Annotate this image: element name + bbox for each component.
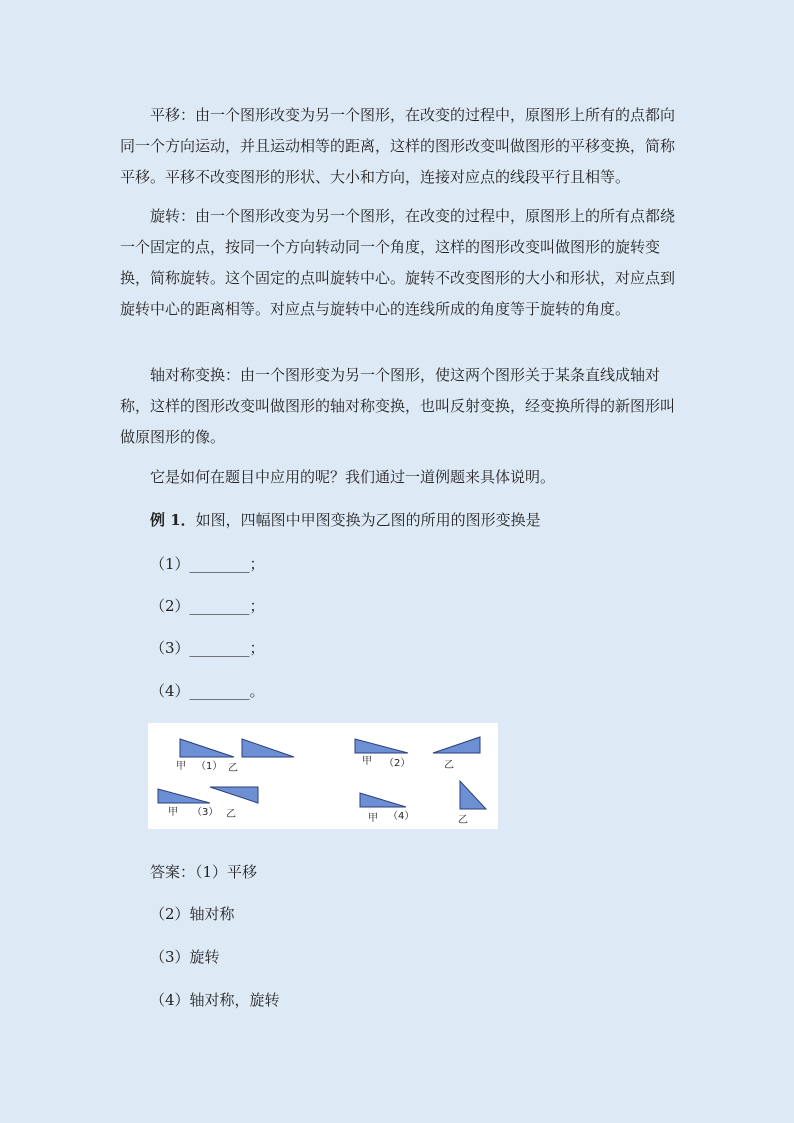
answer-3: （3）旋转 <box>150 948 220 966</box>
example-question <box>150 510 541 530</box>
example-label: 例 1． <box>150 511 196 529</box>
fig1-jia-label: 甲 <box>176 761 186 772</box>
blank-4: （4）________。 <box>150 682 265 700</box>
triangle-2-jia <box>355 739 408 753</box>
reflection-text: 轴对称变换：由一个图形变为另一个图形，使这两个图形关于某条直线成轴对称，这样的图形改变叫做图形的轴对称变换，也叫反射变换，经变换所得的新图形叫做原图形的像。 <box>120 366 676 446</box>
fig3-num-label: （3） <box>192 807 219 818</box>
answer-4: （4）轴对称，旋转 <box>150 991 280 1009</box>
fig1-yi-label: 乙 <box>228 763 238 774</box>
transformation-figure <box>148 723 498 829</box>
triangle-2-yi <box>433 737 480 753</box>
fig4-num-label: （4） <box>388 811 415 822</box>
triangle-4-jia <box>360 793 406 807</box>
translation-text: 平移：由一个图形改变为另一个图形，在改变的过程中，原图形上所有的点都向同一个方向运动，并且运动相等的距离，这样的图形改变叫做图形的平移变换，简称平移。平移不改变图形的形状、大小和方向，连接对应点的线段平行且相等。 <box>120 106 676 186</box>
fig2-num-label: （2） <box>384 758 411 769</box>
rotation-text: 旋转：由一个图形改变为另一个图形，在改变的过程中，原图形上的所有点都绕一个固定的点，按同一个方向转动同一个角度，这样的图形改变叫做图形的旋转变换，简称旋转。这个固定的点叫旋转中心。旋转不改变图形的大小和形状，对应点到旋转中心的距离相等。对应点与旋转中心的连线所成的角度等于旋转的角度。 <box>120 207 676 318</box>
triangle-3-yi <box>210 787 258 803</box>
triangle-1-yi <box>242 739 294 757</box>
fig4-jia-label: 甲 <box>368 813 378 824</box>
answer-1: 答案：（1）平移 <box>150 863 258 881</box>
blank-3: （3）________； <box>150 639 265 657</box>
fig3-yi-label: 乙 <box>226 809 236 820</box>
fig1-num-label: （1） <box>196 761 223 772</box>
triangle-1-jia <box>180 739 234 757</box>
paragraph-rotation <box>120 201 680 325</box>
paragraph-translation <box>120 100 680 193</box>
paragraph-transition <box>120 462 680 493</box>
answer-2: （2）轴对称 <box>150 905 235 923</box>
example-text: 如图，四幅图中甲图变换为乙图的所用的图形变换是 <box>195 511 541 529</box>
paragraph-reflection <box>120 360 680 453</box>
triangle-4-yi <box>460 781 486 809</box>
fig2-jia-label: 甲 <box>362 756 372 767</box>
triangle-3-jia <box>158 789 210 803</box>
blank-1: （1）________； <box>150 555 265 573</box>
transition-text: 它是如何在题目中应用的呢？我们通过一道例题来具体说明。 <box>150 468 556 486</box>
fig4-yi-label: 乙 <box>458 815 468 826</box>
blank-2: （2）________； <box>150 597 265 615</box>
fig2-yi-label: 乙 <box>444 760 454 771</box>
fig3-jia-label: 甲 <box>168 807 178 818</box>
